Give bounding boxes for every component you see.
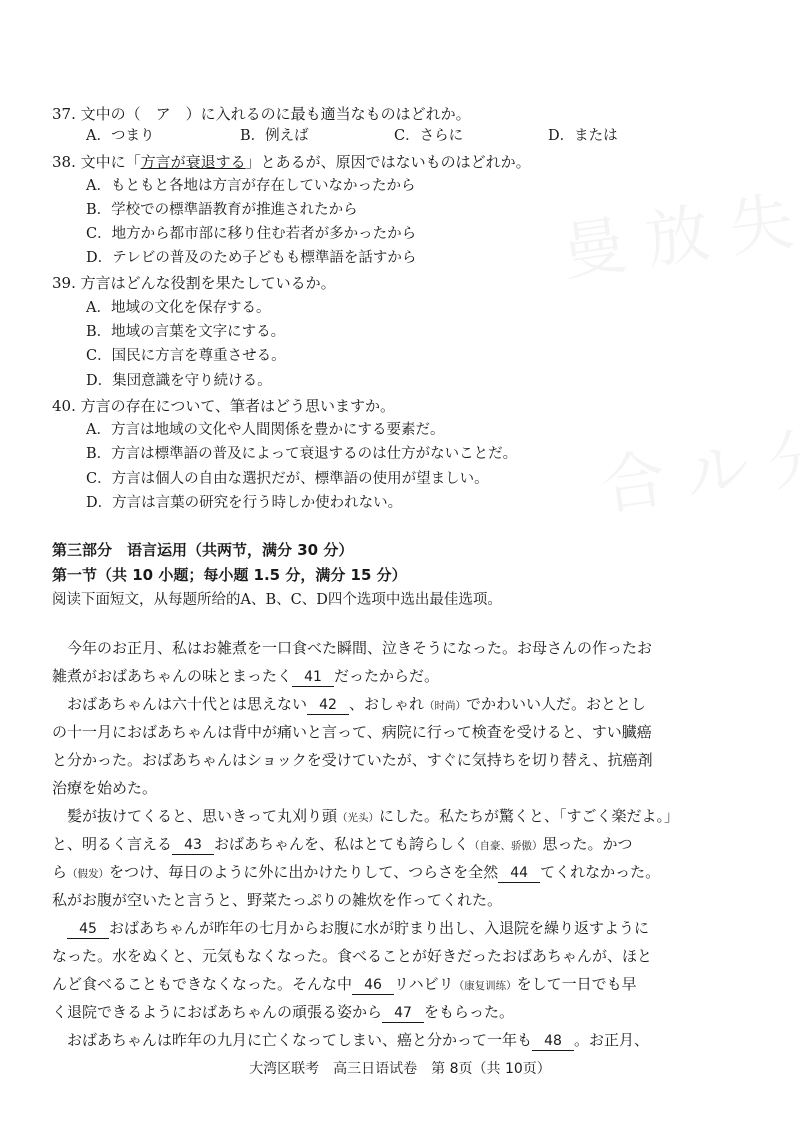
passage-line: ら（假发）をつけ、毎日のように外に出かけたりして、つらさを全然 44 てくれなかった。: [52, 863, 661, 881]
blank-45[interactable]: 45: [67, 920, 109, 939]
blank-42[interactable]: 42: [307, 696, 349, 715]
bleed-through-text: [555, 158, 800, 293]
question-39-option-b[interactable]: B．地域の言葉を文字にする。: [86, 324, 286, 340]
question-38-option-b[interactable]: B．学校での標準語教育が推進されたから: [86, 202, 358, 218]
part-three-title: 第三部分 语言运用（共两节，满分 30 分）: [52, 541, 354, 559]
passage-line: 治療を始めた。: [52, 779, 158, 797]
question-40-option-a[interactable]: A．方言は地域の文化や人間関係を豊かにする要素だ。: [86, 422, 445, 438]
passage-line: の十一月におばあちゃんは背中が痛いと言って、病院に行って検査を受けると、すい臓癌: [52, 723, 652, 741]
question-39-option-d[interactable]: D．集団意識を守り続ける。: [86, 373, 272, 389]
passage-line: おばあちゃんは六十代とは思えない 42 、おしゃれ（时尚）でかわいい人だ。おととし: [67, 695, 647, 713]
question-39-option-a[interactable]: A．地域の文化を保存する。: [86, 300, 271, 316]
question-38-underlined-phrase: 方言が衰退する: [140, 153, 246, 171]
passage-line: 45 おばあちゃんが昨年の七月からお腹に水が貯まり出し、入退院を繰り返すように: [52, 914, 698, 942]
question-40-option-d[interactable]: D．方言は言葉の研究を行う時しか使われない。: [86, 495, 403, 511]
question-40-option-c[interactable]: C．方言は個人の自由な選択だが、標準語の使用が望ましい。: [86, 471, 489, 487]
blank-47[interactable]: 47: [382, 1004, 424, 1023]
question-39-option-c[interactable]: C．国民に方言を尊重させる。: [86, 348, 286, 364]
passage-line: く退院できるようにおばあちゃんの頑張る姿から 47 をもらった。: [52, 1003, 515, 1021]
question-38-option-a[interactable]: A．もともと各地は方言が存在していなかったから: [86, 178, 416, 194]
page-footer: 大湾区联考 高三日语试卷 第 8页（共 10页）: [249, 1061, 551, 1077]
blank-44[interactable]: 44: [498, 864, 540, 883]
passage-line: 私がお腹が空いたと言うと、野菜たっぷりの雑炊を作ってくれた。: [52, 891, 503, 909]
question-37-option-d[interactable]: D．または: [548, 128, 618, 144]
cloze-passage: [52, 634, 698, 1054]
passage-line: と分かった。おばあちゃんはショックを受けていたが、すぐに気持ちを切り替え、抗癌剤: [52, 751, 653, 769]
passage-line: んど食べることもできなくなった。そんな中 46 リハビリ（康复训练）をして一日でも早: [52, 975, 637, 993]
question-38-option-c[interactable]: C．地方から都市部に移り住む若者が多かったから: [86, 226, 417, 242]
question-40-stem: 40. 方言の存在について、筆者はどう思いますか。: [52, 397, 396, 415]
blank-46[interactable]: 46: [352, 976, 394, 995]
bleed-through-text: [595, 404, 800, 527]
passage-line: 雑煮がおばあちゃんの味とまったく 41 だったからだ。: [52, 667, 440, 685]
question-38-stem-prefix: 38. 文中に「: [52, 153, 141, 171]
question-37-stem: 37. 文中の（ ア ）に入れるのに最も適当なものはどれか。: [52, 105, 471, 123]
question-39-stem: 39. 方言はどんな役割を果たしているか。: [52, 274, 336, 292]
blank-43[interactable]: 43: [172, 836, 214, 855]
question-38-stem: [52, 152, 531, 172]
section-instruction: 阅读下面短文，从每题所给的A、B、C、D四个选项中选出最佳选项。: [52, 592, 502, 608]
question-40-option-b[interactable]: B．方言は標準語の普及によって衰退するのは仕方がないことだ。: [86, 446, 518, 462]
passage-line: 髪が抜けてくると、思いきって丸刈り頭（光头）にした。私たちが驚くと、「すごく楽だよ。」: [67, 807, 680, 825]
blank-41[interactable]: 41: [292, 668, 334, 687]
question-38-stem-suffix: 」とあるが、原因ではないものはどれか。: [245, 153, 531, 171]
passage-line: 今年のお正月、私はお雑煮を一口食べた瞬間、泣きそうになった。お母さんの作ったお: [67, 639, 653, 657]
question-37-option-b[interactable]: B．例えば: [240, 128, 309, 144]
blank-48[interactable]: 48: [532, 1032, 574, 1051]
question-38-option-d[interactable]: D．テレビの普及のため子どもも標準語を話すから: [86, 250, 417, 266]
passage-line: おばあちゃんは昨年の九月に亡くなってしまい、癌と分かって一年も 48 。お正月、: [67, 1031, 650, 1049]
section-one-title: 第一节（共 10 小题；每小题 1.5 分，满分 15 分）: [52, 566, 407, 584]
question-37-option-c[interactable]: C．さらに: [394, 128, 464, 144]
passage-line: なった。水をぬくと、元気もなくなった。食べることが好きだったおばあちゃんが、ほと: [52, 947, 653, 965]
passage-line: と、明るく言える 43 おばあちゃんを、私はとても誇らしく（自豪、骄傲）思った。かつ: [52, 835, 633, 853]
question-37-option-a[interactable]: A．つまり: [86, 128, 155, 144]
